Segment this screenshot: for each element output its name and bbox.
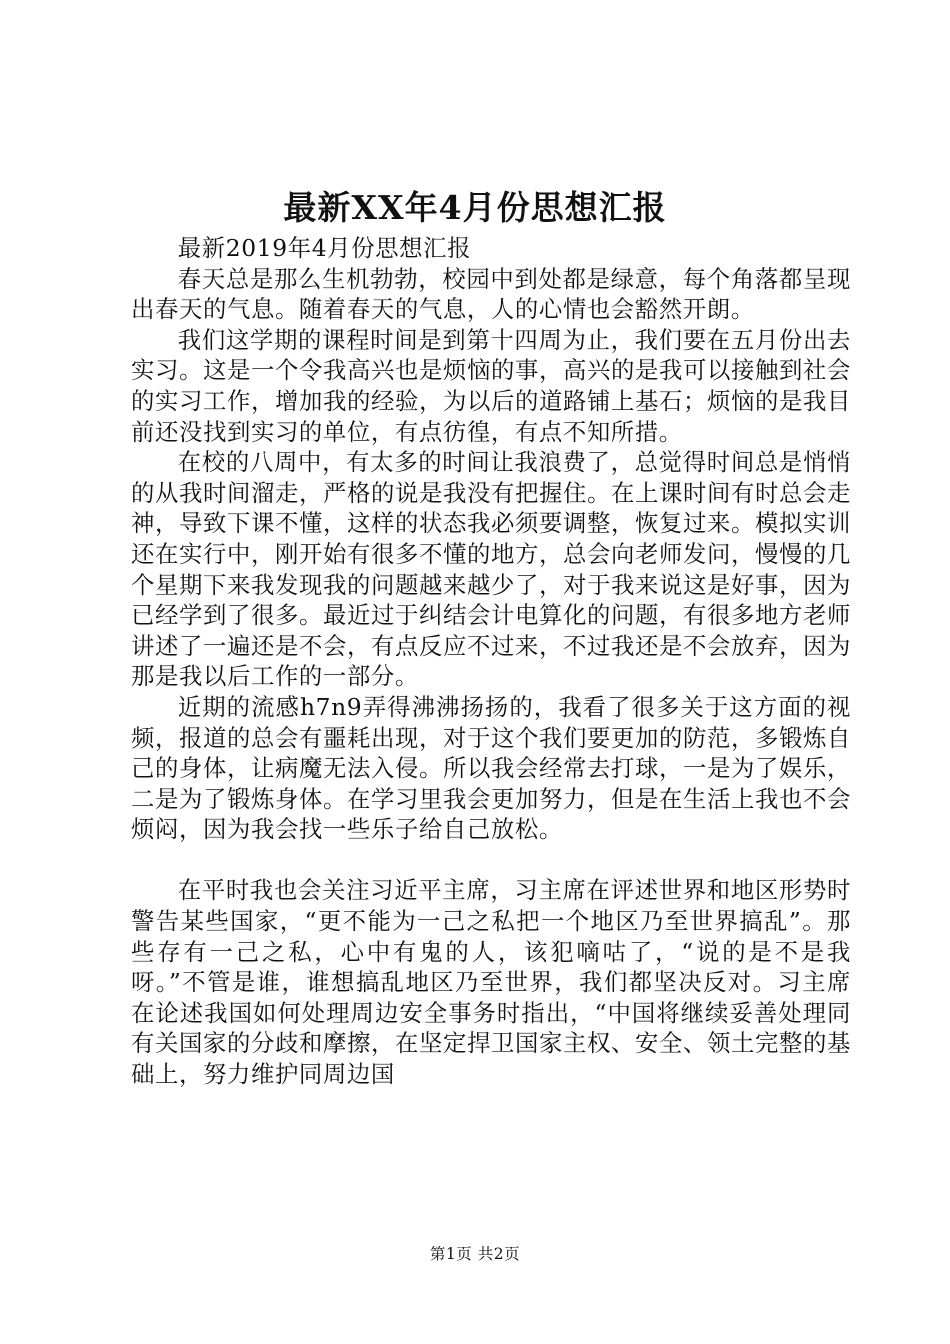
document-title: 最新XX年4月份思想汇报 bbox=[283, 188, 667, 227]
paragraph-flu: 近期的流感h7n9弄得沸沸扬扬的，我看了很多关于这方面的视频，报道的总会有噩耗出现，对于这个我们要更加的防范，多锻炼自己的身体，让病魔无法入侵。所以我会经常去打球，一是为了娱乐，二是为了锻炼身体。在学习里我会更加努力，但是在生活上我也不会烦闷，因为我会找一些乐子给自己放松。 bbox=[131, 692, 851, 844]
page-footer: 第1页 共2页 bbox=[429, 1245, 521, 1263]
document-body bbox=[131, 233, 851, 1090]
paragraph-internship: 我们这学期的课程时间是到第十四周为止，我们要在五月份出去实习。这是一个令我高兴也是烦恼的事，高兴的是我可以接触到社会的实习工作，增加我的经验，为以后的道路铺上基石；烦恼的是我目前还没找到实习的单位，有点彷徨，有点不知所措。 bbox=[131, 325, 851, 446]
paragraph-politics: 在平时我也会关注习近平主席，习主席在评述世界和地区形势时警告某些国家，“更不能为一己之私把一个地区乃至世界搞乱”。那些存有一己之私，心中有鬼的人，该犯嘀咕了，“说的是不是我呀。”不管是谁，谁想搞乱地区乃至世界，我们都坚决反对。习主席在论述我国如何处理周边安全事务时指出，“中国将继续妥善处理同有关国家的分歧和摩擦，在坚定捍卫国家主权、安全、领土完整的基础上，努力维护同周边国 bbox=[131, 876, 851, 1089]
paragraph-spring: 春天总是那么生机勃勃，校园中到处都是绿意，每个角落都呈现出春天的气息。随着春天的气息，人的心情也会豁然开朗。 bbox=[131, 264, 851, 324]
paragraph-subtitle: 最新2019年4月份思想汇报 bbox=[177, 234, 472, 262]
paragraph-study: 在校的八周中，有太多的时间让我浪费了，总觉得时间总是悄悄的从我时间溜走，严格的说是我没有把握住。在上课时间有时总会走神，导致下课不懂，这样的状态我必须要调整，恢复过来。模拟实训还在实行中，刚开始有很多不懂的地方，总会向老师发问，慢慢的几个星期下来我发现我的问题越来越少了，对于我来说这是好事，因为已经学到了很多。最近过于纠结会计电算化的问题，有很多地方老师讲述了一遍还是不会，有点反应不过来，不过我还是不会放弃，因为那是我以后工作的一部分。 bbox=[131, 448, 851, 691]
